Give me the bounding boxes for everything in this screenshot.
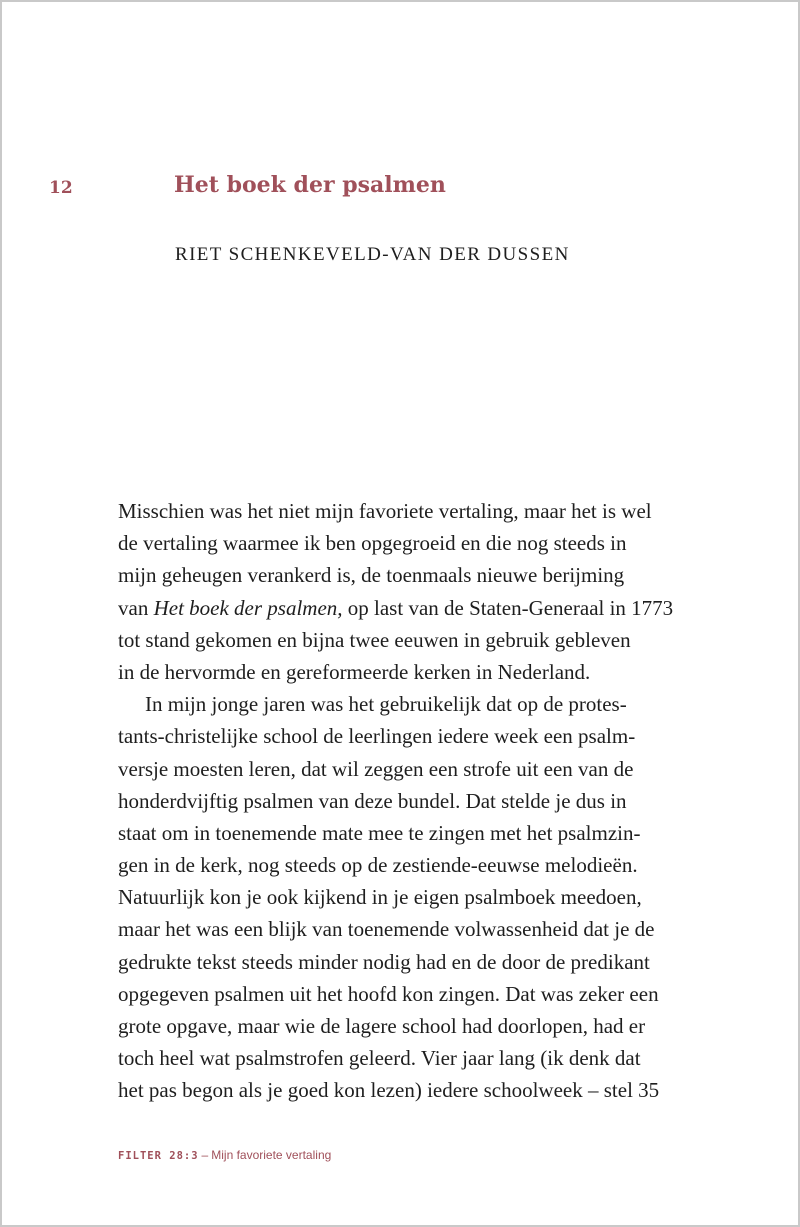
body-line: in de hervormde en gereformeerde kerken in Nederland.	[118, 659, 591, 684]
article-body	[118, 495, 718, 1107]
body-line: grote opgave, maar wie de lagere school had doorlopen, had er	[118, 1014, 646, 1038]
book-title-italic: Het boek der psalmen,	[153, 595, 343, 620]
body-line: Natuurlijk kon je ook kijkend in je eigen psalmboek meedoen,	[118, 885, 642, 910]
body-line: Misschien was het niet mijn favoriete vertaling, maar het is wel	[118, 499, 652, 523]
body-line: opgegeven psalmen uit het hoofd kon zingen. Dat was zeker een	[118, 981, 659, 1006]
article-title: Het boek der psalmen	[174, 172, 446, 198]
body-line: tot stand gekomen en bijna twee eeuwen in gebruik gebleven	[118, 627, 631, 652]
running-footer	[118, 1148, 331, 1163]
body-line: tants-christelijke school de leerlingen iedere week een psalm-	[118, 724, 636, 749]
body-line-end: op last van de Staten-Generaal in 1773	[342, 595, 674, 620]
body-line: de vertaling waarmee ik ben opgegroeid en die nog steeds in	[118, 531, 627, 556]
body-line: gedrukte tekst steeds minder nodig had en de door de predikant	[118, 949, 650, 974]
body-line: honderdvijftig psalmen van deze bundel. Dat stelde je dus in	[118, 788, 627, 813]
author-name: RIET SCHENKEVELD-VAN DER DUSSEN	[175, 244, 570, 265]
body-line: het pas begon als je goed kon lezen) iedere schoolweek – stel 35	[118, 1078, 660, 1103]
body-line: mijn geheugen verankerd is, de toenmaals nieuwe berijming	[118, 563, 625, 588]
body-line: staat om in toenemende mate mee te zingen met het psalmzin-	[118, 820, 641, 845]
journal-issue: FILTER 28:3	[118, 1150, 199, 1162]
body-line: gen in de kerk, nog steeds op de zestiende-eeuwse melodieën.	[118, 853, 638, 878]
body-line: versje moesten leren, dat wil zeggen een strofe uit een van de	[118, 756, 634, 781]
page-number: 12	[49, 178, 73, 198]
body-line-start: van	[118, 595, 154, 620]
body-line	[118, 592, 718, 624]
section-title: Mijn favoriete vertaling	[211, 1148, 332, 1162]
footer-separator: –	[201, 1148, 209, 1162]
body-line: maar het was een blijk van toenemende volwassenheid dat je de	[118, 917, 655, 942]
paragraph-first-line: In mijn jonge jaren was het gebruikelijk dat op de protes-	[145, 692, 627, 717]
body-line: toch heel wat psalmstrofen geleerd. Vier jaar lang (ik denk dat	[118, 1046, 641, 1071]
